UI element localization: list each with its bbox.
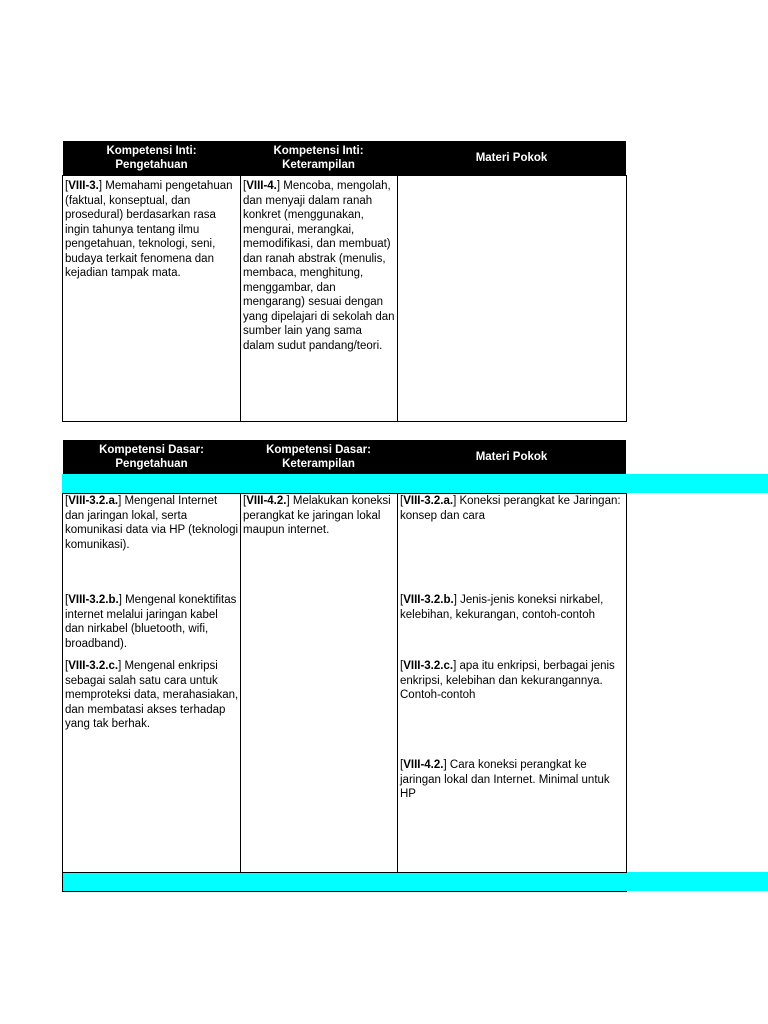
materi-item-code: VIII-3.2.c. [403, 660, 454, 672]
ki-pengetahuan-code: VIII-3. [68, 180, 99, 192]
kd-body-left-border [62, 493, 63, 872]
ki-materi-pokok-cell [397, 175, 627, 422]
kd-table-bottom-border [62, 891, 627, 892]
materi-pokok-item-c: [VIII-3.2.c.] apa itu enkripsi, berbagai jenis enkripsi, kelebihan dan kekurangannya. Contoh-contoh [400, 660, 615, 701]
kd-item-text: Mengenal konektifitas internet melalui jaringan kabel dan nirkabel (bluetooth, wifi, broadband). [65, 594, 237, 650]
materi-item-text: Jenis-jenis koneksi nirkabel, kelebihan, kekurangan, contoh-contoh [400, 594, 604, 621]
kd-body-bottom-border [62, 872, 627, 873]
materi-item-text: Koneksi perangkat ke Jaringan: konsep dan cara [400, 495, 621, 522]
kd-pengetahuan-item-a: [VIII-3.2.a.] Mengenal Internet dan jaringan lokal, serta komunikasi data via HP (teknologi komunikasi). [65, 495, 239, 551]
kd-item-code: VIII-3.2.b. [68, 594, 119, 606]
kd-pengetahuan-item-c: [VIII-3.2.c.] Mengenal enkripsi sebagai salah satu cara untuk memproteksi data, merahasiakan, dan membatasi akses terhadap yang tak berhak. [65, 660, 239, 730]
ki-keterampilan-text: Mencoba, mengolah, dan menyaji dalam ranah konkret (menggunakan, mengurai, merangkai, memodifikasi, dan membuat) dan ranah abstrak (menulis, membaca, menghitung, menggambar, dan mengarang) sesuai dengan yang dipelajari di sekolah dan sumber lain yang sama dalam sudut pandang/teori. [243, 180, 395, 352]
materi-item-text: Cara koneksi perangkat ke jaringan lokal dan Internet. Minimal untuk HP [400, 759, 610, 800]
kd-body-divider-1 [240, 493, 241, 872]
kd-header-materi-pokok: Materi Pokok [397, 440, 626, 474]
kd-body-divider-2 [397, 493, 398, 872]
materi-pokok-item-b: [VIII-3.2.b.] Jenis-jenis koneksi nirkabel, kelebihan, kekurangan, contoh-contoh [400, 594, 604, 621]
ki-keterampilan-code: VIII-4. [246, 180, 277, 192]
kd-body-right-border [626, 493, 627, 872]
materi-item-code: VIII-4.2. [403, 759, 444, 771]
highlight-band-top [62, 474, 768, 493]
highlight-band-bottom [62, 872, 768, 891]
materi-item-code: VIII-3.2.b. [403, 594, 454, 606]
kd-keterampilan-item: [VIII-4.2.] Melakukan koneksi perangkat ke jaringan lokal maupun internet. [243, 495, 391, 536]
kd-pengetahuan-item-b: [VIII-3.2.b.] Mengenal konektifitas internet melalui jaringan kabel dan nirkabel (bluetooth, wifi, broadband). [65, 594, 237, 650]
ki-pengetahuan-text: Memahami pengetahuan (faktual, konseptual, dan prosedural) berdasarkan rasa ingin tahunya tentang ilmu pengetahuan, teknologi, seni, budaya terkait fenomena dan kejadian tampak mata. [65, 180, 233, 279]
materi-pokok-item-d: [VIII-4.2.] Cara koneksi perangkat ke jaringan lokal dan Internet. Minimal untuk HP [400, 759, 610, 800]
kd-header-keterampilan: Kompetensi Dasar: Keterampilan [240, 440, 397, 474]
kd-header-pengetahuan: Kompetensi Dasar: Pengetahuan [63, 440, 240, 474]
ki-pengetahuan-cell: [VIII-3.] Memahami pengetahuan (faktual, konseptual, dan prosedural) berdasarkan rasa ingin tahunya tentang ilmu pengetahuan, teknologi, seni, budaya terkait fenomena dan kejadian tampak mata. [62, 175, 241, 422]
kd-item-code: VIII-3.2.c. [68, 660, 119, 672]
materi-pokok-item-a: [VIII-3.2.a.] Koneksi perangkat ke Jaringan: konsep dan cara [400, 495, 621, 522]
kd-item-text: Melakukan koneksi perangkat ke jaringan lokal maupun internet. [243, 495, 391, 536]
ki-header-keterampilan: Kompetensi Inti: Keterampilan [240, 141, 397, 175]
ki-header-pengetahuan: Kompetensi Inti: Pengetahuan [63, 141, 240, 175]
materi-item-code: VIII-3.2.a. [403, 495, 454, 507]
kd-item-text: Mengenal Internet dan jaringan lokal, serta komunikasi data via HP (teknologi komunikasi). [65, 495, 239, 551]
ki-header-materi-pokok: Materi Pokok [397, 141, 626, 175]
kd-item-text: Mengenal enkripsi sebagai salah satu cara untuk memproteksi data, merahasiakan, dan membatasi akses terhadap yang tak berhak. [65, 660, 239, 730]
kd-item-code: VIII-4.2. [246, 495, 287, 507]
kd-item-code: VIII-3.2.a. [68, 495, 119, 507]
materi-item-text: apa itu enkripsi, berbagai jenis enkripsi, kelebihan dan kekurangannya. Contoh-contoh [400, 660, 615, 701]
ki-keterampilan-cell: [VIII-4.] Mencoba, mengolah, dan menyaji dalam ranah konkret (menggunakan, mengurai, merangkai, memodifikasi, dan membuat) dan ranah abstrak (menulis, membaca, menghitung, menggambar, dan mengarang) sesuai dengan yang dipelajari di sekolah dan sumber lain yang sama dalam sudut pandang/teori. [240, 175, 398, 422]
kd-band-left-border [62, 872, 63, 892]
